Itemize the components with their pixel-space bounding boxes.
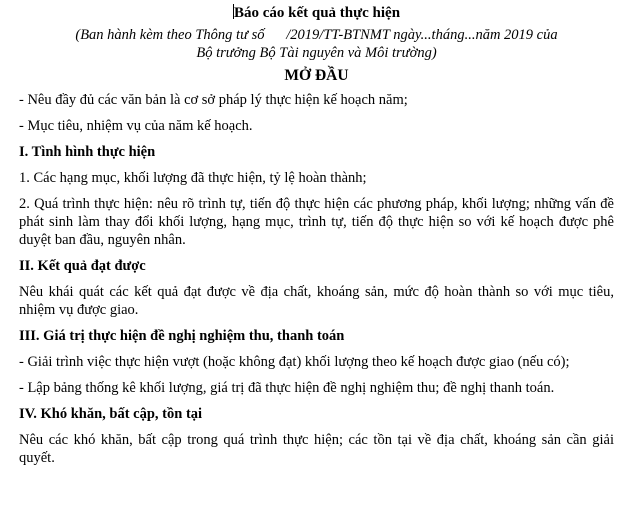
section-1-paragraph: 2. Quá trình thực hiện: nêu rõ trình tự, tiến độ thực hiện các phương pháp, khối lượng; những vấn đề phát sinh làm thay đổi khối lượng, hạng mục, trình tự, tiến độ thực hiện so với kế hoạch được phê duyệt ban đầu, nguyên nhân. [19,196,614,248]
document-title: Báo cáo kết quả thực hiện [233,5,401,21]
subtitle-line-1: (Ban hành kèm theo Thông tư số /2019/TT-BTNMT ngày...tháng...năm 2019 của [75,27,558,43]
section-3-paragraph: - Lập bảng thống kê khối lượng, giá trị đã thực hiện đề nghị nghiệm thu; đề nghị thanh toán. [19,380,555,396]
subtitle-line-2: Bộ trưởng Bộ Tài nguyên và Môi trường) [196,45,437,61]
document-title-line [19,4,614,22]
section-heading-4: IV. Khó khăn, bất cập, tồn tại [19,406,203,422]
section-heading-1: I. Tình hình thực hiện [19,144,156,160]
section-1-paragraph: 1. Các hạng mục, khối lượng đã thực hiện, tỷ lệ hoàn thành; [19,170,367,186]
section-heading-3: III. Giá trị thực hiện đề nghị nghiệm thu, thanh toán [19,328,345,344]
section-heading-2: II. Kết quả đạt được [19,258,146,274]
document-subtitle [19,26,614,62]
section-2-paragraph: Nêu khái quát các kết quả đạt được về địa chất, khoáng sản, mức độ hoàn thành so với mục tiêu, nhiệm vụ được giao. [19,284,614,318]
intro-item: - Nêu đầy đủ các văn bản là cơ sở pháp lý thực hiện kế hoạch năm; [19,92,408,108]
intro-item: - Mục tiêu, nhiệm vụ của năm kế hoạch. [19,118,253,134]
main-heading: MỞ ĐẦU [284,67,349,84]
section-4-paragraph: Nêu các khó khăn, bất cập trong quá trình thực hiện; các tồn tại về địa chất, khoáng sản cần giải quyết. [19,432,614,466]
section-3-paragraph: - Giải trình việc thực hiện vượt (hoặc không đạt) khối lượng theo kế hoạch được giao (nếu có); [19,354,570,370]
